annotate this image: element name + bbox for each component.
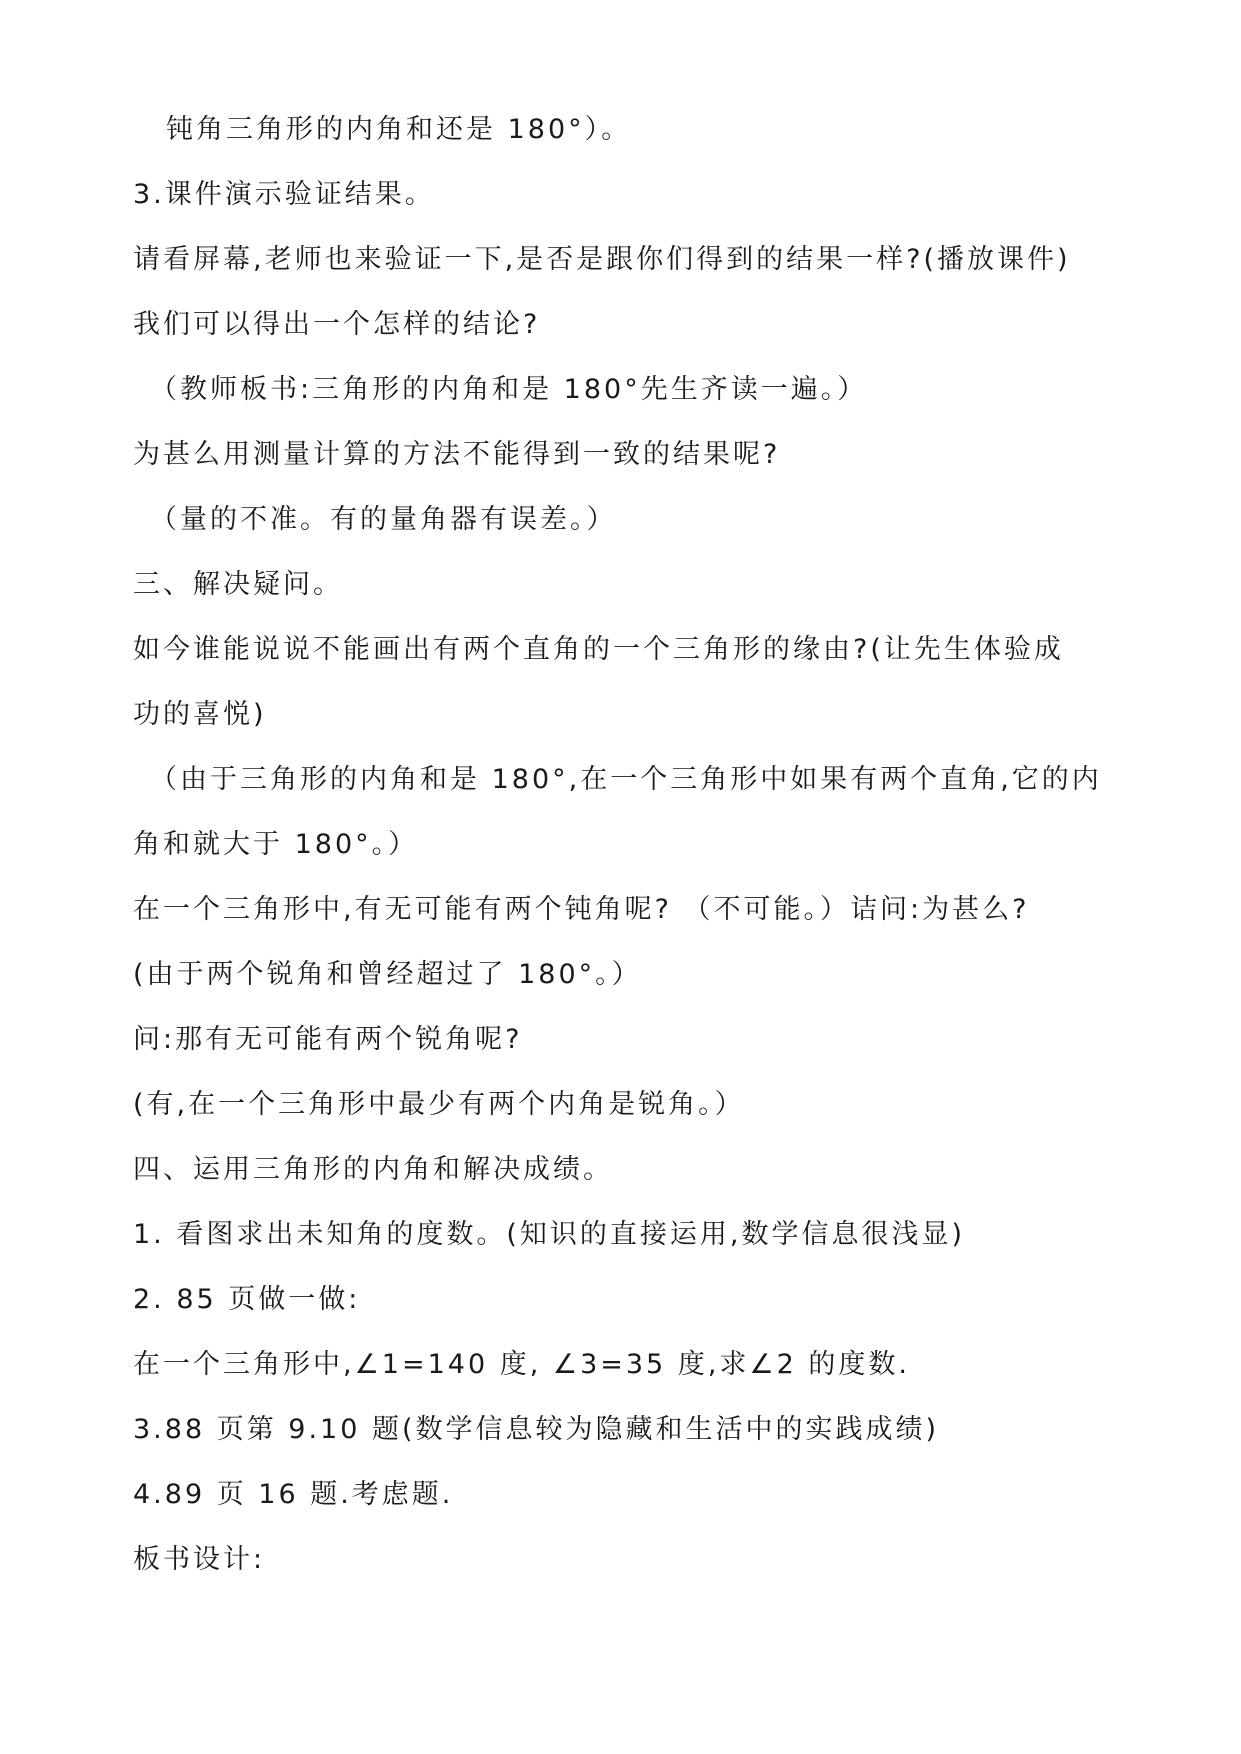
text-line: (由于两个锐角和曾经超过了 180°。） xyxy=(133,959,642,990)
text-line: （由于三角形的内角和是 180°,在一个三角形中如果有两个直角,它的内 xyxy=(150,764,1102,795)
text-line: 2. 85 页做一做: xyxy=(133,1284,361,1315)
text-line: 为甚么用测量计算的方法不能得到一致的结果呢? xyxy=(133,439,781,470)
text-line: (有,在一个三角形中最少有两个内角是锐角。） xyxy=(133,1089,745,1120)
text-line: （教师板书:三角形的内角和是 180°先生齐读一遍。） xyxy=(150,374,868,405)
text-line: 1. 看图求出未知角的度数。(知识的直接运用,数学信息很浅显) xyxy=(133,1219,965,1250)
section-heading: 三、解决疑问。 xyxy=(133,569,343,600)
text-line: 3.88 页第 9.10 题(数学信息较为隐藏和生活中的实践成绩) xyxy=(133,1414,940,1445)
text-line: 请看屏幕,老师也来验证一下,是否是跟你们得到的结果一样?(播放课件) xyxy=(133,244,1071,275)
text-line: 3.课件演示验证结果。 xyxy=(133,179,435,210)
text-line: 板书设计: xyxy=(133,1544,266,1575)
text-line: 我们可以得出一个怎样的结论? xyxy=(133,309,541,340)
text-line: 如今谁能说说不能画出有两个直角的一个三角形的缘由?(让先生体验成 xyxy=(133,634,1064,665)
text-line: 在一个三角形中,有无可能有两个钝角呢? （不可能。）诘问:为甚么? xyxy=(133,894,1030,925)
text-line: 问:那有无可能有两个锐角呢? xyxy=(133,1024,523,1055)
text-line: 4.89 页 16 题.考虑题. xyxy=(133,1479,454,1510)
text-line: 在一个三角形中,∠1=140 度, ∠3=35 度,求∠2 的度数. xyxy=(133,1349,910,1380)
text-line: 钝角三角形的内角和还是 180°）。 xyxy=(166,114,632,145)
text-line: （量的不准。有的量角器有误差。） xyxy=(150,504,617,535)
text-line: 功的喜悦) xyxy=(133,699,267,730)
section-heading: 四、运用三角形的内角和解决成绩。 xyxy=(133,1154,613,1185)
text-line: 角和就大于 180°。） xyxy=(133,829,419,860)
